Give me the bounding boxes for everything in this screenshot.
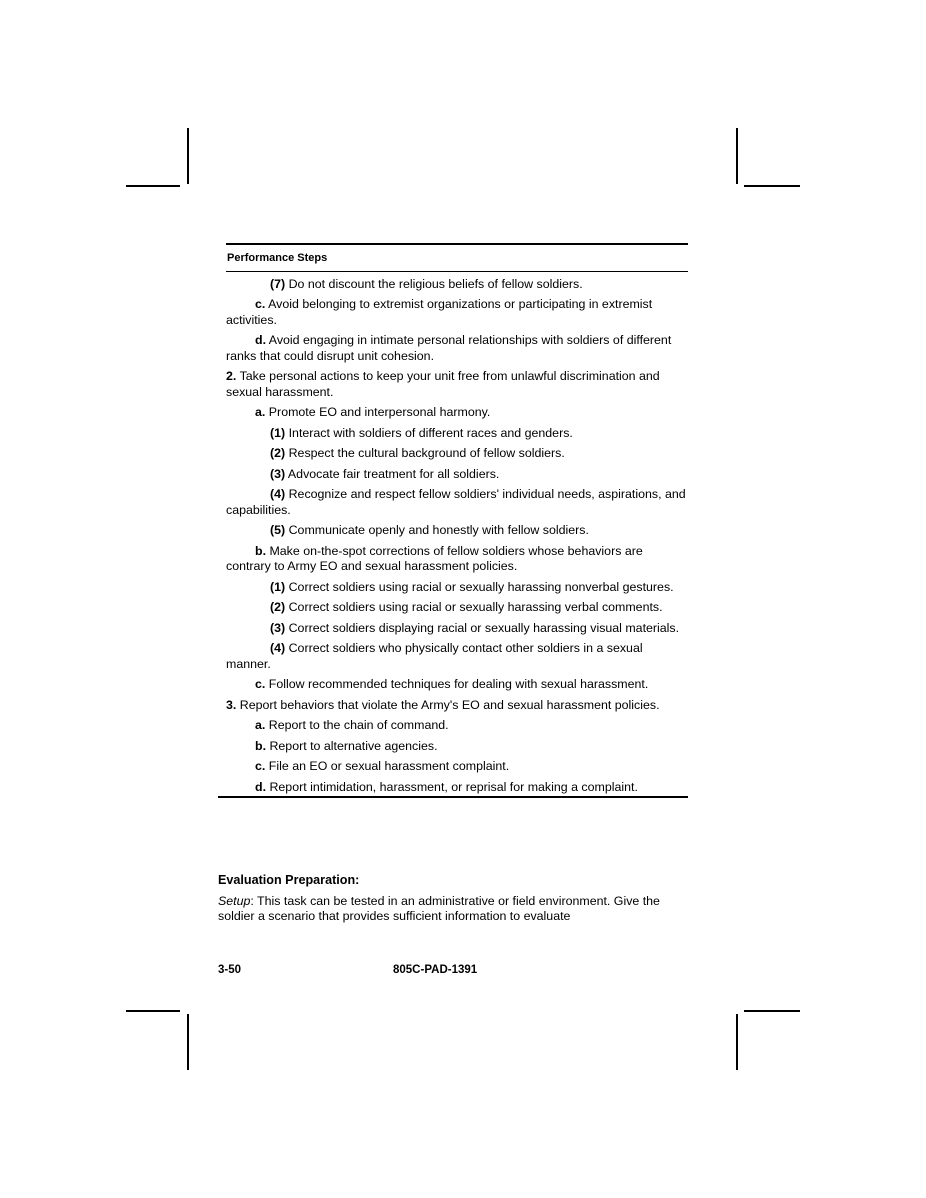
step-number: (2) <box>270 600 286 614</box>
step-number: b. <box>255 738 267 753</box>
performance-steps-section <box>226 243 688 798</box>
step-paragraph <box>226 718 688 734</box>
step-number: a. <box>255 405 266 419</box>
step-text: Report intimidation, harassment, or reprisal for making a complaint. <box>269 779 638 794</box>
step-text: Promote EO and interpersonal harmony. <box>268 405 491 419</box>
setup-text: : This task can be tested in an administrative or field environment. Give the soldier a scenario that provides sufficient information to evaluate <box>218 893 660 923</box>
step-paragraph <box>226 698 688 714</box>
step-text: Interact with soldiers of different races and genders. <box>288 425 573 440</box>
step-paragraph <box>226 544 688 575</box>
step-paragraph <box>226 621 688 637</box>
step-number: (5) <box>270 523 286 537</box>
step-text: Correct soldiers using racial or sexually harassing nonverbal gestures. <box>288 579 674 594</box>
step-paragraph <box>226 467 688 483</box>
crop-mark-bottom-right-vertical <box>736 1014 738 1070</box>
step-paragraph <box>226 523 688 539</box>
step-text: File an EO or sexual harassment complaint. <box>268 759 510 773</box>
step-number: (3) <box>270 466 286 481</box>
step-paragraph <box>226 487 688 518</box>
step-paragraph <box>226 369 688 400</box>
step-text: Respect the cultural background of fellow soldiers. <box>288 446 565 460</box>
step-paragraph <box>226 333 688 364</box>
step-text: Make on-the-spot corrections of fellow soldiers whose behaviors are contrary to Army EO and sexual harassment policies. <box>226 543 643 573</box>
step-number: c. <box>255 677 266 691</box>
step-paragraph <box>226 600 688 616</box>
step-text: Advocate fair treatment for all soldiers. <box>287 466 500 481</box>
step-text: Report to alternative agencies. <box>269 738 438 753</box>
step-number: (1) <box>270 425 286 440</box>
step-paragraph <box>226 780 688 796</box>
step-number: c. <box>255 297 266 311</box>
step-number: (4) <box>270 641 286 655</box>
step-number: a. <box>255 718 266 732</box>
step-number: c. <box>255 759 266 773</box>
step-paragraph <box>226 297 688 328</box>
crop-mark-bottom-left-horizontal <box>126 1010 180 1012</box>
step-text: Report behaviors that violate the Army's EO and sexual harassment policies. <box>239 697 660 712</box>
step-text: Avoid engaging in intimate personal relationships with soldiers of different ranks that could disrupt unit cohesion. <box>226 333 672 363</box>
step-number: (1) <box>270 579 286 594</box>
step-number: 3. <box>226 697 237 712</box>
step-paragraph <box>226 277 688 293</box>
step-paragraph <box>226 446 688 462</box>
step-text: Correct soldiers who physically contact other soldiers in a sexual manner. <box>226 641 643 671</box>
steps-list <box>226 277 688 796</box>
section-end-rule <box>218 796 688 798</box>
crop-mark-bottom-right-horizontal <box>744 1010 800 1012</box>
crop-mark-top-right-horizontal <box>744 185 800 187</box>
step-text: Correct soldiers displaying racial or sexually harassing visual materials. <box>288 620 680 635</box>
step-number: (3) <box>270 620 286 635</box>
step-text: Correct soldiers using racial or sexually harassing verbal comments. <box>288 600 663 614</box>
step-text: Follow recommended techniques for dealing with sexual harassment. <box>268 677 649 691</box>
crop-mark-top-right-vertical <box>736 128 738 184</box>
step-paragraph <box>226 426 688 442</box>
step-text: Recognize and respect fellow soldiers' individual needs, aspirations, and capabilities. <box>226 487 686 517</box>
crop-mark-top-left-vertical <box>187 128 189 184</box>
step-number: b. <box>255 543 267 558</box>
step-paragraph <box>226 759 688 775</box>
evaluation-preparation <box>218 873 688 925</box>
evaluation-title: Evaluation Preparation: <box>218 873 360 887</box>
step-number: (4) <box>270 487 286 501</box>
step-paragraph <box>226 641 688 672</box>
setup-paragraph <box>218 894 688 925</box>
step-number: (2) <box>270 446 286 460</box>
crop-mark-bottom-left-vertical <box>187 1014 189 1070</box>
step-number: d. <box>255 779 267 794</box>
step-number: d. <box>255 333 267 347</box>
step-text: Avoid belonging to extremist organizations or participating in extremist activities. <box>226 297 653 327</box>
step-paragraph <box>226 739 688 755</box>
step-number: (7) <box>270 276 286 291</box>
crop-mark-top-left-horizontal <box>126 185 180 187</box>
step-number: 2. <box>226 369 237 383</box>
step-text: Do not discount the religious beliefs of fellow soldiers. <box>288 276 583 291</box>
step-paragraph <box>226 405 688 421</box>
step-text: Report to the chain of command. <box>268 718 449 732</box>
step-paragraph <box>226 580 688 596</box>
section-header: Performance Steps <box>226 245 688 272</box>
document-id: 805C-PAD-1391 <box>393 964 478 976</box>
step-text: Communicate openly and honestly with fellow soldiers. <box>288 523 589 537</box>
step-text: Take personal actions to keep your unit free from unlawful discrimination and sexual harassment. <box>226 369 660 399</box>
page-number: 3-50 <box>218 964 242 976</box>
setup-label: Setup <box>218 893 251 908</box>
step-paragraph <box>226 677 688 693</box>
